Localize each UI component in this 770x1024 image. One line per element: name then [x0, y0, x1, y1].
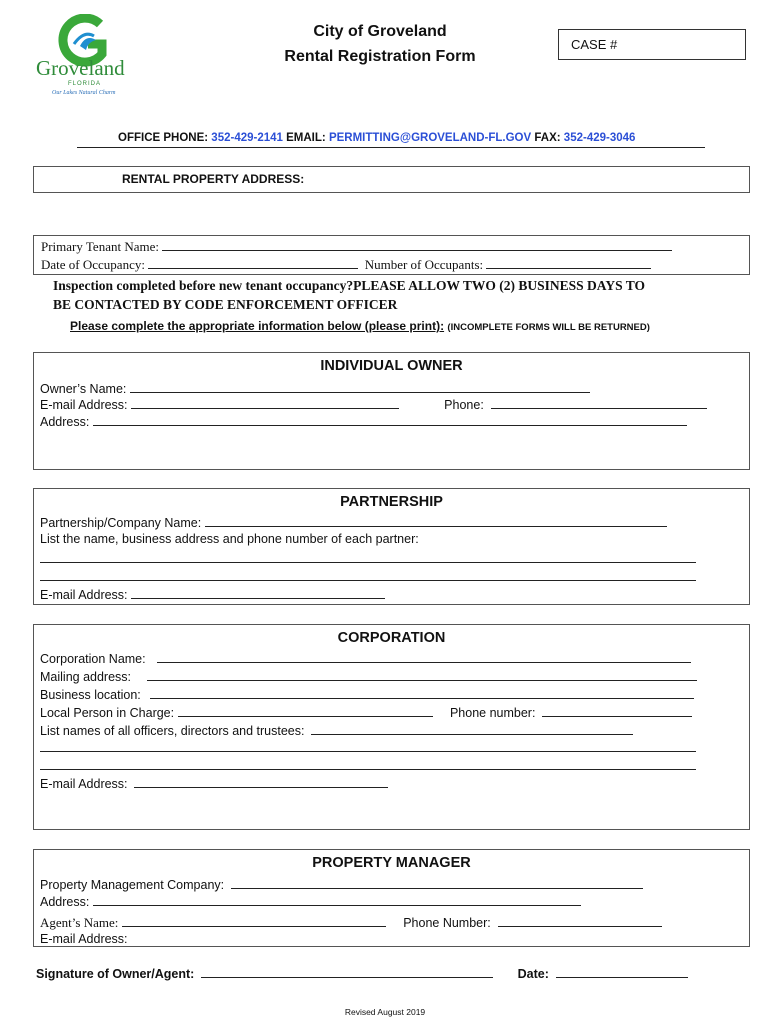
corp-phone-input[interactable]	[542, 704, 692, 717]
contact-underline	[77, 147, 705, 148]
signature-date-label: Date:	[517, 967, 549, 981]
corp-officers-input[interactable]	[311, 722, 633, 735]
corp-mailing-row	[40, 668, 697, 684]
fax-number: 352-429-3046	[563, 132, 636, 144]
partnership-name-row	[40, 514, 667, 530]
corp-officers-line-1[interactable]	[40, 751, 696, 752]
owner-email-row	[40, 396, 707, 412]
partnership-title: PARTNERSHIP	[340, 494, 443, 510]
revision-note: Revised August 2019	[344, 1007, 426, 1017]
partnership-email-row	[40, 586, 385, 602]
corp-local-label: Local Person in Charge:	[40, 706, 175, 720]
rental-address-field[interactable]	[33, 166, 750, 193]
rental-address-label: RENTAL PROPERTY ADDRESS:	[122, 172, 305, 186]
owner-name-label: Owner’s Name:	[40, 382, 127, 396]
primary-tenant-label: Primary Tenant Name:	[41, 239, 159, 254]
pm-phone-input[interactable]	[498, 914, 662, 927]
individual-owner-title: INDIVIDUAL OWNER	[320, 358, 463, 374]
partnership-name-label: Partnership/Company Name:	[40, 516, 202, 530]
property-manager-title: PROPERTY MANAGER	[312, 855, 471, 871]
primary-tenant-input[interactable]	[162, 238, 672, 251]
corp-name-label: Corporation Name:	[40, 652, 146, 666]
instruction-text: Please complete the appropriate information below (please print):	[70, 319, 445, 333]
corp-mailing-input[interactable]	[147, 668, 697, 681]
corp-business-label: Business location:	[40, 688, 141, 702]
primary-tenant-row	[41, 238, 672, 255]
signature-input[interactable]	[201, 965, 493, 978]
pm-company-input[interactable]	[231, 876, 643, 889]
corporation-title: CORPORATION	[337, 630, 446, 646]
pm-address-label: Address:	[40, 895, 90, 909]
partnership-name-input[interactable]	[205, 514, 667, 527]
case-number-field[interactable]	[558, 29, 746, 60]
office-phone-link[interactable]: 352-429-2141	[211, 132, 283, 144]
corp-phone-label: Phone number:	[449, 706, 536, 720]
owner-name-input[interactable]	[130, 380, 590, 393]
pm-company-label: Property Management Company:	[40, 878, 225, 892]
partnership-email-label: E-mail Address:	[40, 588, 128, 602]
pm-email-label: E-mail Address:	[40, 932, 128, 946]
pm-address-row	[40, 893, 581, 909]
owner-address-row	[40, 413, 687, 429]
pm-agent-input[interactable]	[122, 914, 386, 927]
occupants-label: Number of Occupants:	[364, 257, 484, 272]
signature-row	[36, 965, 688, 981]
signature-label: Signature of Owner/Agent:	[36, 967, 195, 981]
occupants-input[interactable]	[486, 256, 651, 269]
corp-email-row	[40, 775, 388, 791]
pm-phone-label: Phone Number:	[403, 916, 491, 930]
form-title-city: City of Groveland	[313, 23, 447, 40]
instructions	[70, 319, 650, 333]
corp-officers-label: List names of all officers, directors and trustees:	[40, 724, 305, 738]
logo-tagline: Our Lakes Natural Charm	[52, 90, 116, 96]
logo-state: FLORIDA	[68, 81, 102, 87]
email-link[interactable]: PERMITTING@GROVELAND-FL.GOV	[328, 132, 532, 144]
incomplete-warning: (INCOMPLETE FORMS WILL BE RETURNED)	[447, 322, 650, 333]
corp-name-row	[40, 650, 691, 666]
owner-address-label: Address:	[40, 415, 90, 429]
corp-business-row	[40, 686, 694, 702]
corp-business-input[interactable]	[150, 686, 694, 699]
occupancy-row	[41, 256, 651, 273]
corp-mailing-label: Mailing address:	[40, 670, 132, 684]
inspection-notice-2: BE CONTACTED BY CODE ENFORCEMENT OFFICER	[53, 297, 398, 312]
logo-name: Groveland	[36, 56, 125, 80]
contact-info: OFFICE PHONE: 352-429-2141 EMAIL: PERMITTING@GROVELAND-FL.GOV FAX: 352-429-3046	[118, 132, 636, 144]
pm-agent-row	[40, 914, 662, 931]
signature-date-input[interactable]	[556, 965, 688, 978]
owner-address-input[interactable]	[93, 413, 687, 426]
corp-name-input[interactable]	[157, 650, 691, 663]
partners-list-line-2[interactable]	[40, 580, 696, 581]
corp-email-label: E-mail Address:	[40, 777, 128, 791]
pm-company-row	[40, 876, 643, 892]
owner-phone-label: Phone:	[444, 398, 484, 412]
partners-list-label: List the name, business address and phone number of each partner:	[40, 532, 419, 546]
inspection-notice-1: Inspection completed before new tenant occupancy?PLEASE ALLOW TWO (2) BUSINESS DAYS TO	[53, 278, 645, 293]
corp-local-input[interactable]	[178, 704, 433, 717]
date-occupancy-input[interactable]	[148, 256, 358, 269]
corp-officers-line-2[interactable]	[40, 769, 696, 770]
corp-email-input[interactable]	[134, 775, 388, 788]
owner-name-row	[40, 380, 590, 396]
owner-phone-input[interactable]	[491, 396, 707, 409]
owner-email-label: E-mail Address:	[40, 398, 128, 412]
city-logo	[30, 14, 140, 100]
case-label: CASE #	[571, 37, 618, 52]
pm-agent-label: Agent’s Name:	[40, 915, 119, 930]
date-occupancy-label: Date of Occupancy:	[41, 257, 145, 272]
partnership-email-input[interactable]	[131, 586, 385, 599]
pm-address-input[interactable]	[93, 893, 581, 906]
owner-email-input[interactable]	[131, 396, 399, 409]
corp-local-row	[40, 704, 692, 720]
partners-list-line-1[interactable]	[40, 562, 696, 563]
form-title: Rental Registration Form	[284, 48, 476, 65]
corp-officers-row	[40, 722, 633, 738]
